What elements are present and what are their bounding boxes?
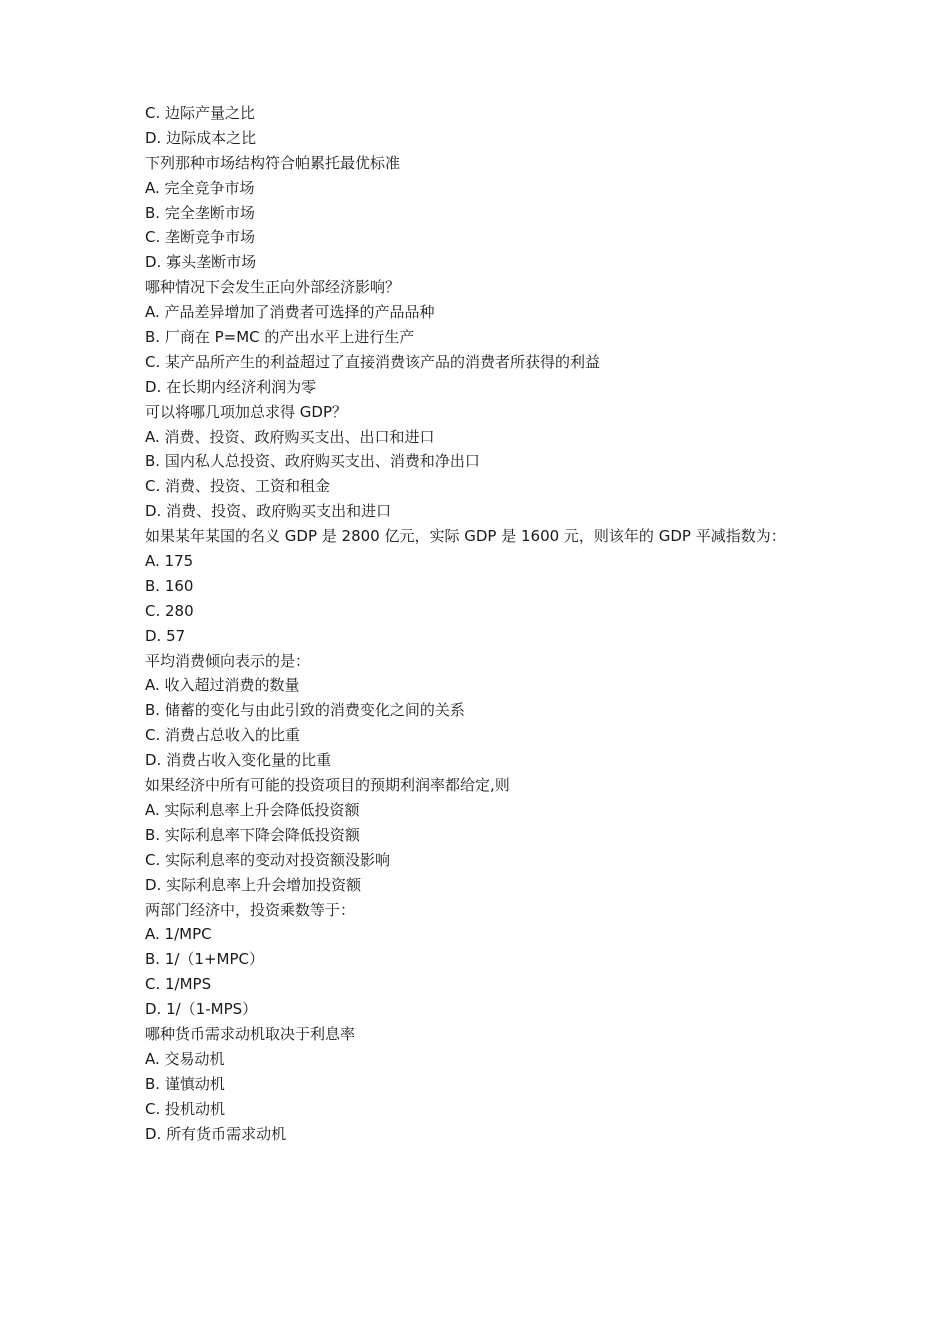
option-line: D. 消费、投资、政府购买支出和进口 bbox=[145, 502, 392, 521]
question-line: 如果经济中所有可能的投资项目的预期利润率都给定,则 bbox=[145, 776, 510, 795]
option-line: C. 消费、投资、工资和租金 bbox=[145, 477, 331, 496]
option-line: D. 所有货币需求动机 bbox=[145, 1124, 287, 1143]
option-line: B. 160 bbox=[145, 576, 194, 595]
option-line: C. 投机动机 bbox=[145, 1099, 226, 1118]
option-line: A. 175 bbox=[145, 552, 194, 571]
option-line: C. 1/MPS bbox=[145, 975, 212, 994]
option-line: C. 某产品所产生的利益超过了直接消费该产品的消费者所获得的利益 bbox=[145, 352, 601, 371]
option-line: D. 57 bbox=[145, 626, 186, 645]
option-line: A. 交易动机 bbox=[145, 1049, 225, 1068]
option-line: A. 产品差异增加了消费者可选择的产品品种 bbox=[145, 303, 435, 322]
option-line: B. 1/（1+MPC） bbox=[145, 950, 264, 969]
option-line: C. 280 bbox=[145, 601, 194, 620]
option-line: D. 寡头垄断市场 bbox=[145, 253, 257, 272]
option-line: A. 1/MPC bbox=[145, 925, 212, 944]
option-line: A. 实际利息率上升会降低投资额 bbox=[145, 800, 360, 819]
option-line: A. 完全竞争市场 bbox=[145, 178, 255, 197]
option-line: C. 实际利息率的变动对投资额没影响 bbox=[145, 850, 391, 869]
option-line: B. 实际利息率下降会降低投资额 bbox=[145, 825, 360, 844]
option-line: B. 储蓄的变化与由此引致的消费变化之间的关系 bbox=[145, 701, 465, 720]
document-body bbox=[145, 101, 865, 1146]
option-line: B. 国内私人总投资、政府购买支出、消费和净出口 bbox=[145, 452, 480, 471]
question-line: 平均消费倾向表示的是： bbox=[145, 651, 311, 670]
question-line: 哪种情况下会发生正向外部经济影响？ bbox=[145, 278, 401, 297]
option-line: C. 垄断竞争市场 bbox=[145, 228, 256, 247]
option-line: B. 完全垄断市场 bbox=[145, 203, 255, 222]
question-line: 如果某年某国的名义 GDP 是 2800 亿元，实际 GDP 是 1600 元，则该年的 GDP 平减指数为： bbox=[145, 527, 786, 546]
option-line: D. 边际成本之比 bbox=[145, 128, 257, 147]
option-line: D. 1/（1-MPS） bbox=[145, 1000, 258, 1019]
option-line: A. 消费、投资、政府购买支出、出口和进口 bbox=[145, 427, 435, 446]
option-line: A. 收入超过消费的数量 bbox=[145, 676, 300, 695]
option-line: D. 在长期内经济利润为零 bbox=[145, 377, 317, 396]
question-line: 下列那种市场结构符合帕累托最优标准 bbox=[145, 153, 401, 172]
option-line: D. 实际利息率上升会增加投资额 bbox=[145, 875, 362, 894]
question-line: 可以将哪几项加总求得 GDP？ bbox=[145, 402, 347, 421]
option-line: C. 边际产量之比 bbox=[145, 104, 256, 122]
option-line: C. 消费占总收入的比重 bbox=[145, 726, 301, 745]
option-line: B. 谨慎动机 bbox=[145, 1074, 225, 1093]
question-line: 哪种货币需求动机取决于利息率 bbox=[145, 1024, 356, 1043]
option-line: D. 消费占收入变化量的比重 bbox=[145, 751, 332, 770]
option-line: B. 厂商在 P=MC 的产出水平上进行生产 bbox=[145, 328, 415, 347]
question-line: 两部门经济中，投资乘数等于： bbox=[145, 900, 356, 919]
